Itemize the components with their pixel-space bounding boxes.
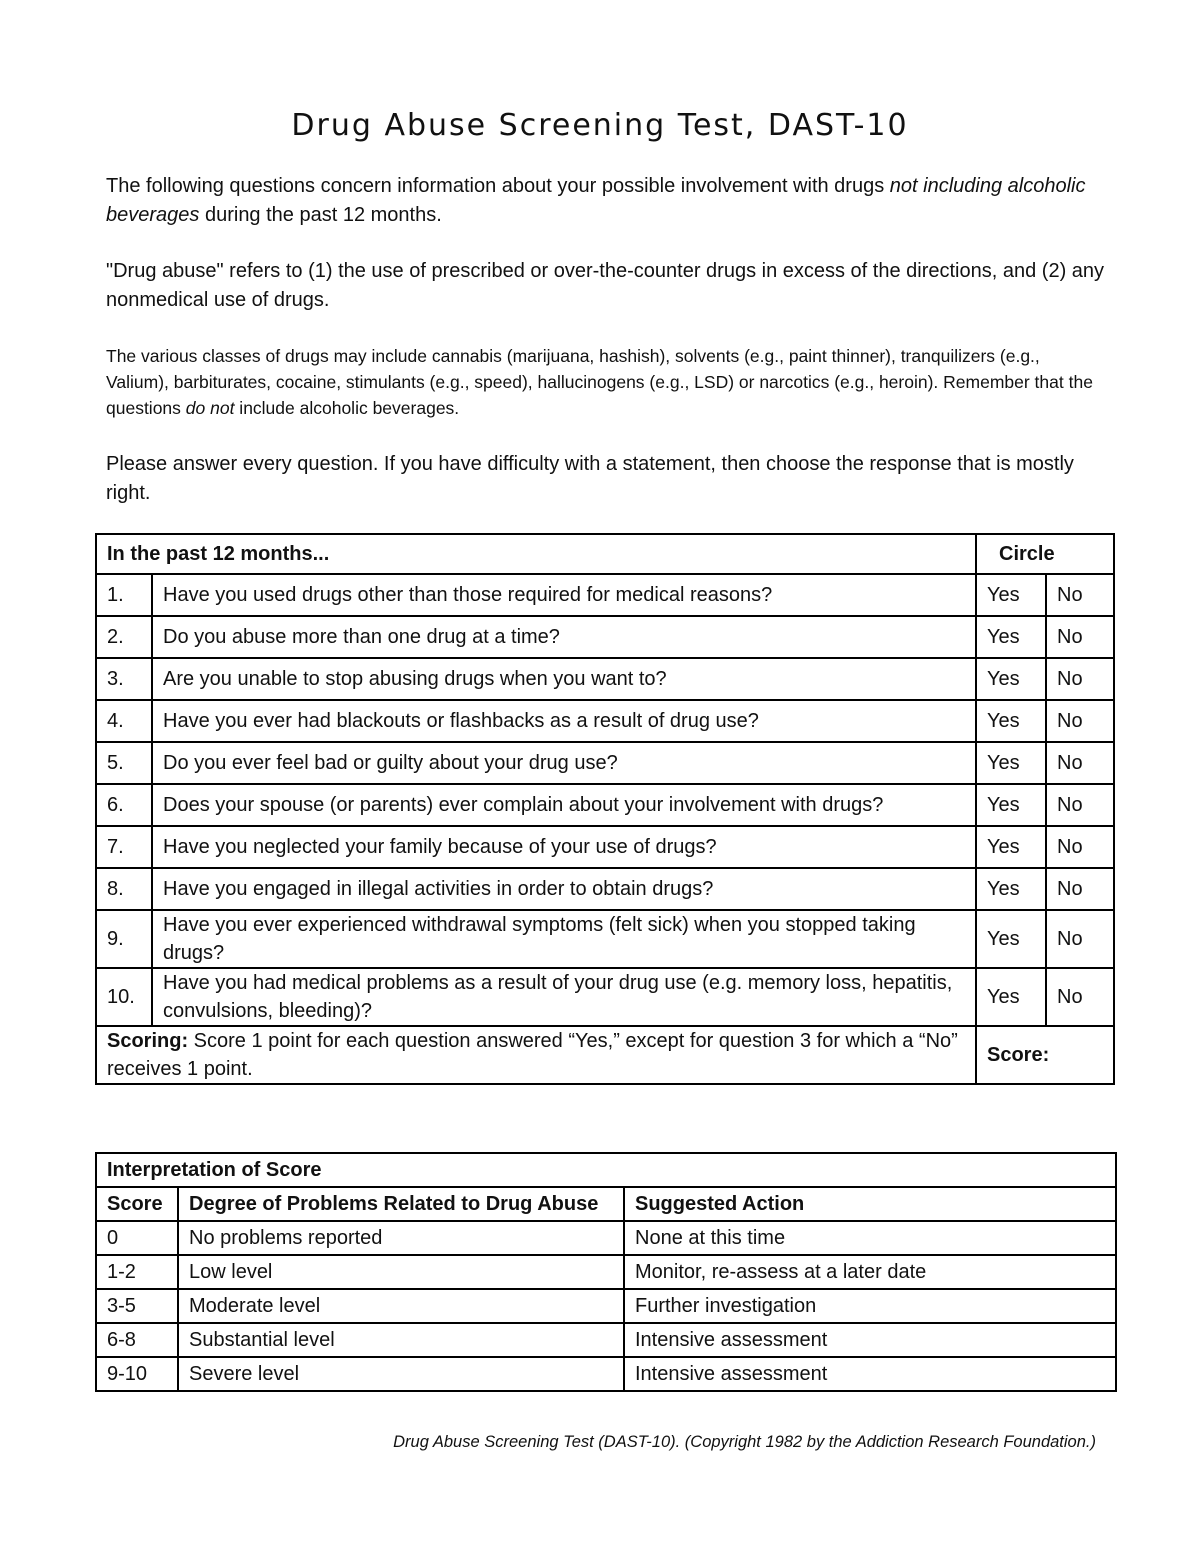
question-row <box>96 826 1114 868</box>
page-title: Drug Abuse Screening Test, DAST-10 <box>291 108 909 143</box>
answer-yes[interactable]: Yes <box>976 616 1046 658</box>
interpretation-title: Interpretation of Score <box>96 1153 1116 1187</box>
question-row <box>96 910 1114 968</box>
intro-paragraph-2: "Drug abuse" refers to (1) the use of prescribed or over-the-counter drugs in excess of the directions, and (2) any nonmedical use of drugs. <box>106 260 1105 311</box>
answer-yes[interactable]: Yes <box>976 868 1046 910</box>
suggested-action: Intensive assessment <box>624 1323 1116 1357</box>
answer-no[interactable]: No <box>1046 826 1114 868</box>
interpretation-title-row <box>96 1153 1116 1187</box>
intro-paragraph-4: Please answer every question. If you have difficulty with a statement, then choose the response that is mostly right. <box>106 453 1074 504</box>
question-number: 8. <box>96 868 152 910</box>
answer-yes[interactable]: Yes <box>976 742 1046 784</box>
answer-yes[interactable]: Yes <box>976 658 1046 700</box>
question-row <box>96 700 1114 742</box>
score-field[interactable]: Score: <box>976 1026 1114 1084</box>
interpretation-row <box>96 1255 1116 1289</box>
answer-yes[interactable]: Yes <box>976 784 1046 826</box>
suggested-action: Monitor, re-assess at a later date <box>624 1255 1116 1289</box>
degree-of-problems: Substantial level <box>178 1323 624 1357</box>
question-text: Do you abuse more than one drug at a time? <box>152 616 976 658</box>
question-row <box>96 658 1114 700</box>
suggested-action: Further investigation <box>624 1289 1116 1323</box>
answer-no[interactable]: No <box>1046 742 1114 784</box>
question-text: Are you unable to stop abusing drugs when you want to? <box>152 658 976 700</box>
interpretation-row <box>96 1323 1116 1357</box>
question-text: Have you engaged in illegal activities in order to obtain drugs? <box>152 868 976 910</box>
answer-no[interactable]: No <box>1046 868 1114 910</box>
degree-of-problems: Low level <box>178 1255 624 1289</box>
answer-yes[interactable]: Yes <box>976 910 1046 968</box>
question-text: Have you ever experienced withdrawal symptoms (felt sick) when you stopped taking drugs? <box>152 910 976 968</box>
score-range: 3-5 <box>96 1289 178 1323</box>
answer-no[interactable]: No <box>1046 616 1114 658</box>
question-text: Have you used drugs other than those required for medical reasons? <box>152 574 976 616</box>
score-range: 0 <box>96 1221 178 1255</box>
copyright-footer: Drug Abuse Screening Test (DAST-10). (Copyright 1982 by the Addiction Research Foundation.) <box>393 1433 1096 1451</box>
intro-paragraph-3: The various classes of drugs may include cannabis (marijuana, hashish), solvents (e.g., paint thinner), tranquilizers (e.g., Valium), barbiturates, cocaine, stimulants (e.g., speed), hallucinogens (e.g., LSD) or narcotics (e.g., heroin). Remember that the questions do not include alcoholic beverages. <box>106 346 1093 418</box>
interpretation-row <box>96 1289 1116 1323</box>
question-number: 1. <box>96 574 152 616</box>
question-row <box>96 968 1114 1026</box>
scoring-row <box>96 1026 1114 1084</box>
question-number: 6. <box>96 784 152 826</box>
question-text: Have you ever had blackouts or flashbacks as a result of drug use? <box>152 700 976 742</box>
answer-no[interactable]: No <box>1046 658 1114 700</box>
question-text: Have you had medical problems as a result of your drug use (e.g. memory loss, hepatitis, convulsions, bleeding)? <box>152 968 976 1026</box>
question-row <box>96 616 1114 658</box>
interpretation-row <box>96 1221 1116 1255</box>
interpretation-row <box>96 1357 1116 1391</box>
answer-no[interactable]: No <box>1046 784 1114 826</box>
questionnaire-header-row <box>96 534 1114 574</box>
question-row <box>96 574 1114 616</box>
question-number: 2. <box>96 616 152 658</box>
answer-no[interactable]: No <box>1046 910 1114 968</box>
suggested-action: None at this time <box>624 1221 1116 1255</box>
question-number: 3. <box>96 658 152 700</box>
answer-no[interactable]: No <box>1046 968 1114 1026</box>
question-row <box>96 868 1114 910</box>
degree-of-problems: Moderate level <box>178 1289 624 1323</box>
answer-yes[interactable]: Yes <box>976 968 1046 1026</box>
answer-yes[interactable]: Yes <box>976 574 1046 616</box>
question-number: 10. <box>96 968 152 1026</box>
question-text: Have you neglected your family because of your use of drugs? <box>152 826 976 868</box>
interpretation-header-row <box>96 1187 1116 1221</box>
score-range: 6-8 <box>96 1323 178 1357</box>
question-number: 4. <box>96 700 152 742</box>
degree-of-problems: Severe level <box>178 1357 624 1391</box>
questionnaire-table <box>95 533 1115 1085</box>
header-degree: Degree of Problems Related to Drug Abuse <box>178 1187 624 1221</box>
question-text: Does your spouse (or parents) ever complain about your involvement with drugs? <box>152 784 976 826</box>
answer-yes[interactable]: Yes <box>976 826 1046 868</box>
question-number: 9. <box>96 910 152 968</box>
score-range: 1-2 <box>96 1255 178 1289</box>
circle-header: Circle <box>976 534 1114 574</box>
header-action: Suggested Action <box>624 1187 1116 1221</box>
question-row <box>96 742 1114 784</box>
suggested-action: Intensive assessment <box>624 1357 1116 1391</box>
answer-no[interactable]: No <box>1046 574 1114 616</box>
interpretation-table <box>95 1152 1117 1392</box>
degree-of-problems: No problems reported <box>178 1221 624 1255</box>
score-range: 9-10 <box>96 1357 178 1391</box>
header-score: Score <box>96 1187 178 1221</box>
answer-yes[interactable]: Yes <box>976 700 1046 742</box>
question-row <box>96 784 1114 826</box>
question-number: 7. <box>96 826 152 868</box>
intro-paragraph-1: The following questions concern information about your possible involvement with drugs not including alcoholic beverages during the past 12 months. <box>106 175 1086 226</box>
scoring-instructions: Scoring: Score 1 point for each question answered “Yes,” except for question 3 for which a “No” receives 1 point. <box>96 1026 976 1084</box>
answer-no[interactable]: No <box>1046 700 1114 742</box>
question-text: Do you ever feel bad or guilty about your drug use? <box>152 742 976 784</box>
questionnaire-header: In the past 12 months... <box>96 534 976 574</box>
question-number: 5. <box>96 742 152 784</box>
